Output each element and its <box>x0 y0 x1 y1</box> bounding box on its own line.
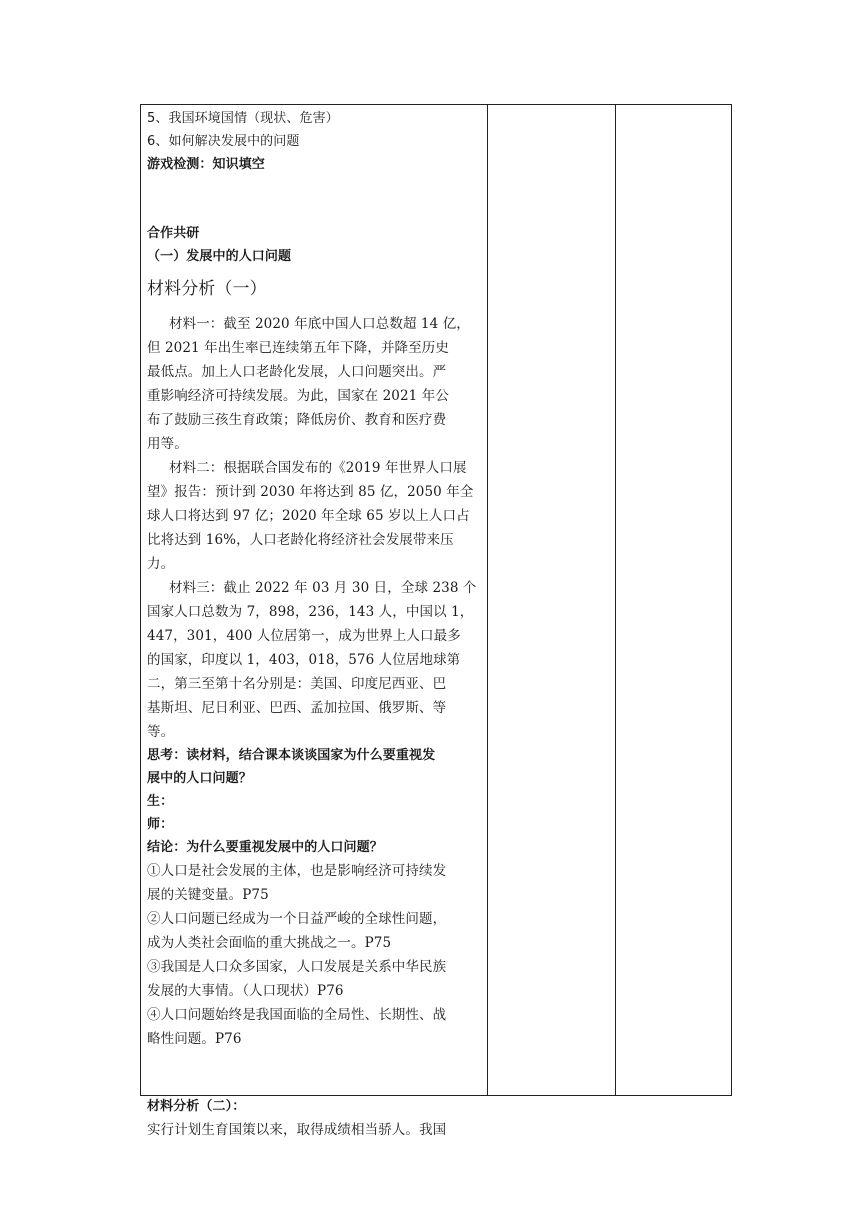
lesson-plan-table <box>140 104 732 1138</box>
cooperation-heading: 合作共研 <box>147 226 200 241</box>
think-question: 思考：读材料，结合课本谈谈国家为什么要重视发 <box>147 748 436 763</box>
student-label: 生： <box>147 794 174 809</box>
think-question-cont: 展中的人口问题？ <box>147 771 252 786</box>
column-divider <box>615 105 616 1095</box>
section-one-heading: （一）发展中的人口问题 <box>147 249 292 264</box>
material-two: 材料二：根据联合国发布的《2019 年世界人口展 望》报告：预计到 2030 年将达到 85 亿，2050 年全 球人口将达到 97 亿；2020 年全球 65 岁以上人口占 比将达到 16%，人口老龄化将经济社会发展带来压 力。 <box>147 460 474 572</box>
content-column <box>147 107 483 1142</box>
column-divider <box>487 105 488 1095</box>
material-two-first-line: 实行计划生育国策以来，取得成绩相当骄人。我国 <box>147 1122 447 1138</box>
game-check-heading: 游戏检测：知识填空 <box>147 157 265 172</box>
conclusion-heading: 结论：为什么要重视发展中的人口问题？ <box>147 840 383 855</box>
material-analysis-one-heading: 材料分析（一） <box>147 279 267 299</box>
teacher-label: 师： <box>147 817 174 832</box>
item-6: 6、如何解决发展中的问题 <box>147 134 300 149</box>
conclusion-points: ①人口是社会发展的主体，也是影响经济可持续发 展的关键变量。P75 ②人口问题已经成为一个日益严峻的全球性问题， 成为人类社会面临的重大挑战之一。P75 ③我国是人口众多国家，人口发展是关系中华民族 发展的大事情。（人口现状）P76 ④人口问题始终是我国面临的全局性、长期性、战 略性问题。P76 <box>147 863 447 1047</box>
item-5: 5、我国环境国情（现状、危害） <box>147 111 339 126</box>
material-one: 材料一：截至 2020 年底中国人口总数超 14 亿， 但 2021 年出生率已连续第五年下降，并降至历史 最低点。加上人口老龄化发展，人口问题突出。严 重影响经济可持续发展。为此，国家在 2021 年公 布了鼓励三孩生育政策；降低房价、教育和医疗费 用等。 <box>147 316 470 452</box>
material-analysis-two-heading: 材料分析（二）： <box>147 1099 246 1114</box>
material-three: 材料三：截止 2022 年 03 月 30 日，全球 238 个 国家人口总数为 7，898，236，143 人，中国以 1， 447，301，400 人位居第一，成为世界上人口最多 的国家，印度以 1，403，018，576 人位居地球第 二，第三至第十名分别是：美国、印度尼西亚、巴 基斯坦、尼日利亚、巴西、孟加拉国、俄罗斯、等 等。 <box>147 580 477 740</box>
